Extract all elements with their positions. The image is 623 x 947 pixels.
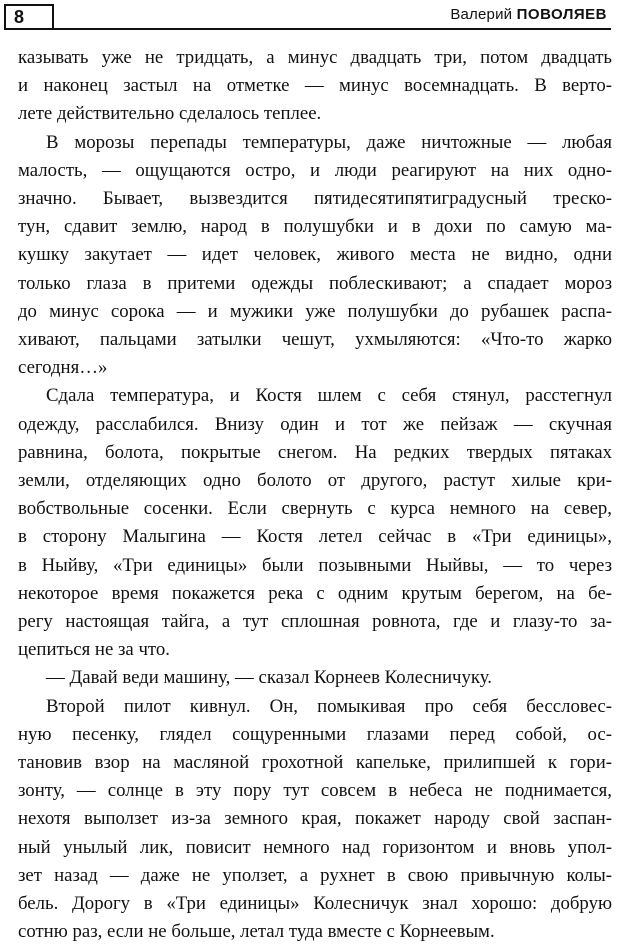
text-line: Второй пилот кивнул. Он, помыкивая про себя бессловес- <box>46 695 612 717</box>
text-line: цепиться не за что. <box>18 639 170 661</box>
text-line: в Ныйву, «Три единицы» были позывными Ныйвы, — то через <box>18 554 612 576</box>
paragraph <box>18 44 612 129</box>
text-line: бель. Дорогу в «Три единицы» Колесничук знал хорошо: добрую <box>18 893 612 915</box>
text-line: казывать уже не тридцать, а минус двадцать три, потом двадцать <box>18 47 612 68</box>
header-rule <box>54 28 611 30</box>
text-line: значно. Бывает, вызвездится пятидесятипятиградусный треско- <box>18 188 612 210</box>
author-first-name: Валерий <box>450 6 513 23</box>
text-line: в сторону Малыгина — Костя летел сейчас в «Три единицы», <box>18 526 612 548</box>
text-line: равнина, болота, покрытые снегом. На редких твердых пятаках <box>18 441 612 463</box>
paragraph <box>18 693 612 947</box>
text-line: сегодня…» <box>18 357 108 379</box>
text-line: кушку закутает — идет человек, живого места не видно, одни <box>18 244 612 266</box>
paragraph <box>18 664 612 692</box>
text-line: вобствольные сосенки. Если свернуть с курса немного на север, <box>18 498 612 520</box>
text-line: ную песенку, глядел сощуренными глазами перед собой, ос- <box>18 723 612 745</box>
text-line: регу настоящая тайга, а тут сплошная ровнота, где и глазу-то за- <box>18 611 612 633</box>
text-line: Сдала температура, и Костя шлем с себя стянул, расстегнул <box>46 385 612 407</box>
text-line: малость, — ощущаются остро, и люди реагируют на них одно- <box>18 159 612 181</box>
text-line: нехотя выползет из-за земного края, покажет народу свой заспан- <box>18 808 612 830</box>
text-line: зет назад — даже не уползет, а рухнет в свою привычную колы- <box>18 864 612 886</box>
text-line: тановив взор на масляной грохотной капельке, прилипшей к гори- <box>18 752 612 774</box>
text-line: одежду, расслабился. Внизу один и тот же пейзаж — скучная <box>18 413 612 435</box>
text-line: тун, сдавит землю, народ в полушубки и в дохи по самую ма- <box>18 216 612 238</box>
text-line: зонту, — солнце в эту пору тут совсем в небеса не поднимается, <box>18 780 612 802</box>
paragraph <box>18 382 612 664</box>
text-line: ный унылый лик, повисит немного над горизонтом и вновь упол- <box>18 836 612 858</box>
paragraph <box>18 129 612 383</box>
body-text <box>18 44 612 947</box>
text-line: только глаза в притеми одежды поблескивают; а спадает мороз <box>18 272 612 294</box>
page-header <box>0 0 623 36</box>
running-head <box>450 6 607 23</box>
text-line: лете действительно сделалось теплее. <box>18 103 322 125</box>
text-line: хивают, пальцами затылки чешут, ухмыляются: «Что-то жарко <box>18 329 612 351</box>
text-line: до минус сорока — и мужики уже полушубки до рубашек распа- <box>18 300 612 322</box>
text-line: — Давай веди машину, — сказал Корнеев Колесничуку. <box>46 667 492 689</box>
text-line: В морозы перепады температуры, даже ничтожные — любая <box>46 131 612 153</box>
author-last-name: ПОВОЛЯЕВ <box>516 6 607 23</box>
text-line: сотню раз, если не больше, летал туда вместе с Корнеевым. <box>18 921 495 943</box>
text-line: земли, отделяющих одно болото от другого, растут хилые кри- <box>18 470 612 492</box>
page-number: 8 <box>4 4 54 30</box>
text-line: и наконец застыл на отметке — минус восемнадцать. В верто- <box>18 75 612 97</box>
text-line: некоторое время покажется река с одним крутым берегом, на бе- <box>18 582 612 604</box>
